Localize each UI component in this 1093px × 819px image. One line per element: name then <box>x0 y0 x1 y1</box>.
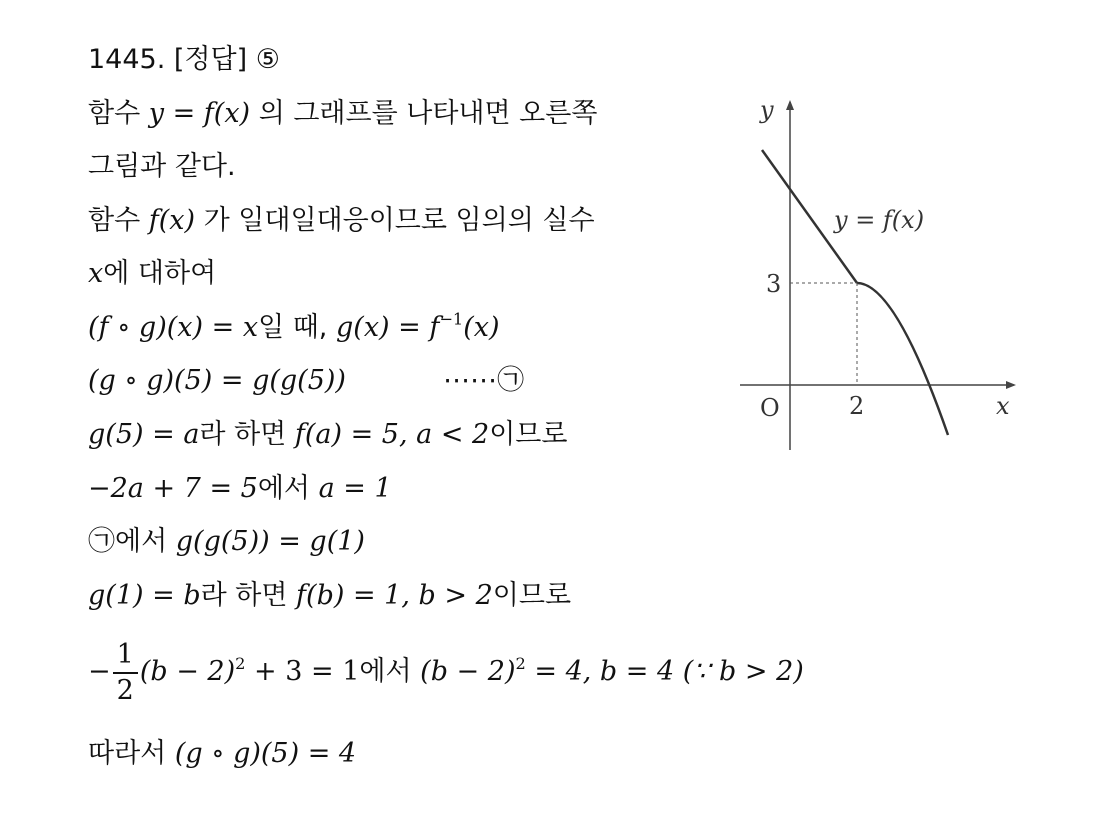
origin-label: O <box>760 394 780 422</box>
x-tick-label: 2 <box>849 392 865 420</box>
y-axis-arrow-icon <box>786 100 794 110</box>
solution-line-8: −2a + 7 = 5에서 a = 1 <box>88 473 392 504</box>
problem-number: 1445. <box>88 44 166 75</box>
reference-mark: ㉠ <box>497 365 525 396</box>
fraction: $\frac{1}{2}$ <box>113 640 138 705</box>
solution-line-11: − $\frac{1}{2}$ $(b - 2)^2 + 3 = 1$에서 $(b - 2)^2 = 4$, b = 4 (∵ b > 2) <box>88 639 804 706</box>
solution-line-10: g(1) = b라 하면 f(b) = 1, b > 2이므로 <box>88 580 572 611</box>
ellipsis: ⋯⋯ <box>443 365 498 396</box>
function-graph <box>740 90 1030 460</box>
solution-line-2: 그림과 같다. <box>88 151 236 182</box>
solution-line-1: 함수 y = f(x) 의 그래프를 나타내면 오른쪽 <box>88 98 598 129</box>
x-axis-label: x <box>996 392 1010 420</box>
x-axis-arrow-icon <box>1006 381 1016 389</box>
solution-line-5: (f ∘ g)(x) = x일 때, $g(x) = f^{-1}(x)$ <box>88 309 500 343</box>
parabola-segment <box>857 283 948 435</box>
answer-label: [정답] <box>173 44 248 75</box>
reference-mark: ㉠ <box>88 526 115 557</box>
answer-value: ⑤ <box>255 44 280 75</box>
solution-line-9: ㉠에서 g(g(5)) = g(1) <box>88 526 365 557</box>
problem-header <box>88 46 280 73</box>
solution-line-3: 함수 f(x) 가 일대일대응이므로 임의의 실수 <box>88 205 595 236</box>
solution-line-6: (g ∘ g)(5) = g(g(5)) ⋯⋯㉠ <box>88 365 525 396</box>
solution-line-4: x에 대하여 <box>88 258 217 289</box>
solution-line-7: g(5) = a라 하면 f(a) = 5, a < 2이므로 <box>88 419 568 450</box>
solution-line-12: 따라서 (g ∘ g)(5) = 4 <box>88 738 357 769</box>
y-axis-label: y <box>760 96 774 124</box>
y-tick-label: 3 <box>766 270 782 298</box>
curve-label: y = f(x) <box>834 206 925 234</box>
